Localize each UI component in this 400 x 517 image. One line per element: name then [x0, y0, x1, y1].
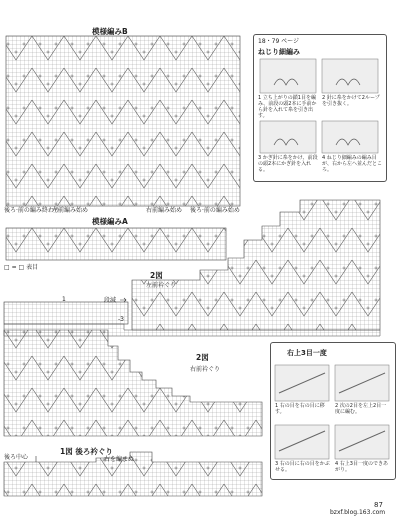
fig2-left-right-label: -3 [118, 316, 124, 323]
pattern-b-label-1: 後ろ·前の編み終わり [4, 207, 60, 214]
pattern-a-title: 模様編みA [92, 217, 128, 226]
fig2-left-subtitle: 左前衿ぐり [146, 282, 177, 289]
decrease-step-3: 3 右の目に右の目をかぶせる。 [275, 461, 330, 473]
pattern-b-title: 模様編みB [92, 27, 128, 36]
pattern-b-label-3: 右前編み始め [146, 207, 183, 214]
decrease-step-4: 4 右上3目一度のできあがり。 [335, 461, 388, 473]
twist-crochet-box [253, 34, 387, 182]
site-watermark: bzxf.blog.163.com [330, 509, 386, 516]
decrease-step-1: 1 右の目を右の目に移す。 [275, 403, 325, 415]
twist-step-3: 3 かぎ針に糸をかけ、前段の頭2本にかぎ針を入れる。 [258, 155, 318, 173]
decrease-box-title: 右上3目一度 [287, 349, 327, 357]
decrease-box [270, 342, 396, 480]
fig2-left-title: 2図 [150, 271, 163, 280]
twist-step-4: 4 ねじり細編みの編み目が、右から左へ並んだところ。 [322, 155, 383, 173]
twist-step-1: 1 立ち上がりの鎖1目を編み、前段の頭2本に手前から針を入れて糸を引き出す。 [258, 95, 317, 119]
decrease-step-2: 2 次の2目を左上2目一度に編む。 [335, 403, 387, 415]
right-front-chart [4, 330, 262, 436]
fig2-left-num: 1 [62, 296, 66, 303]
stepped-chart-right [132, 200, 380, 330]
fig2-right-title: 2図 [196, 353, 209, 362]
pattern-b-grid [6, 36, 240, 206]
box-page-ref: 18・79 ページ [258, 38, 300, 45]
fig1-center-label: 後ろ中心 [4, 454, 29, 461]
twist-box-title: ねじり細編み [258, 48, 300, 56]
twist-step-2: 2 針に糸をかけて2ループを引き抜く。 [322, 95, 380, 107]
pattern-b-label-2: 左前編み始め [52, 207, 89, 214]
pattern-a-grid [6, 228, 226, 260]
fig2-right-subtitle: 右前衿ぐり [190, 366, 221, 373]
legend: □ = □ 表目 [4, 264, 39, 271]
page-number: 87 [374, 501, 383, 509]
fig1-title: 1図 後ろ衿ぐり [60, 447, 113, 456]
pattern-b-label-4: 後ろ·前の編み始め [190, 207, 240, 214]
fig1-right-label: 右を編まぬ [104, 456, 135, 463]
fig2-left-side: 段減 [104, 297, 117, 304]
